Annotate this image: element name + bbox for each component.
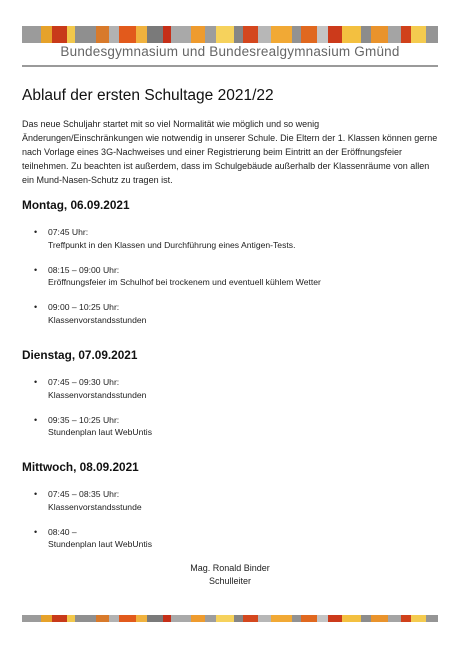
page-title: Ablauf der ersten Schultage 2021/22 [22, 87, 274, 104]
day-heading-tuesday: Dienstag, 07.09.2021 [22, 348, 138, 362]
stripe-segment [243, 26, 258, 43]
footer-stripe-band [22, 615, 438, 622]
stripe-segment [205, 615, 216, 622]
stripe-segment [371, 615, 388, 622]
stripe-segment [388, 26, 401, 43]
stripe-segment [147, 26, 163, 43]
stripe-segment [234, 26, 244, 43]
item-time: • 07:45 – 09:30 Uhr: [48, 377, 120, 387]
stripe-segment [328, 26, 342, 43]
day-heading-wednesday: Mittwoch, 08.09.2021 [22, 460, 139, 474]
stripe-segment [401, 26, 412, 43]
stripe-segment [426, 26, 438, 43]
stripe-segment [292, 26, 301, 43]
item-time: • 08:15 – 09:00 Uhr: [48, 264, 120, 275]
item-time: • 09:35 – 10:25 Uhr: [48, 414, 120, 425]
stripe-segment [317, 615, 329, 622]
stripe-segment [401, 615, 412, 622]
stripe-segment [75, 26, 96, 43]
item-text: Klassenvorstandsstunde [48, 501, 142, 512]
signature-name: Mag. Ronald Binder [190, 563, 270, 573]
item-time: • 08:40 – [48, 526, 77, 537]
stripe-segment [41, 26, 52, 43]
stripe-segment [371, 26, 388, 43]
list-item [34, 264, 434, 289]
stripe-segment [52, 26, 67, 43]
stripe-segment [388, 615, 401, 622]
stripe-segment [96, 26, 109, 43]
stripe-segment [301, 615, 317, 622]
stripe-segment [109, 26, 119, 43]
stripe-segment [234, 615, 244, 622]
stripe-segment [67, 26, 76, 43]
school-name: Bundesgymnasium und Bundesrealgymnasium Gmünd [60, 44, 400, 59]
item-text: Klassenvorstandsstunden [48, 314, 147, 325]
day-heading-monday: Montag, 06.09.2021 [22, 198, 130, 212]
stripe-segment [22, 615, 41, 622]
stripe-segment [96, 615, 109, 622]
list-item [34, 226, 434, 251]
signature-role: Schulleiter [208, 575, 252, 586]
list-item [34, 414, 434, 439]
item-text: Treffpunkt in den Klassen und Durchführung eines Antigen-Tests. [48, 239, 296, 250]
stripe-segment [22, 26, 41, 43]
item-text: Stundenplan laut WebUntis [48, 539, 152, 549]
stripe-segment [109, 615, 119, 622]
stripe-segment [119, 26, 136, 43]
stripe-segment [163, 615, 170, 622]
stripe-segment [271, 26, 292, 43]
stripe-segment [136, 26, 148, 43]
list-item [34, 488, 434, 513]
stripe-segment [171, 615, 191, 622]
stripe-segment [342, 26, 361, 43]
signature-block [0, 562, 460, 587]
list-item [34, 526, 434, 551]
stripe-segment [216, 615, 234, 622]
schedule-list-tuesday [34, 376, 434, 451]
stripe-segment [191, 615, 205, 622]
stripe-segment [328, 615, 342, 622]
schedule-list-monday [34, 226, 434, 339]
stripe-segment [243, 615, 258, 622]
stripe-segment [361, 26, 371, 43]
stripe-segment [216, 26, 234, 43]
stripe-segment [136, 615, 148, 622]
stripe-segment [292, 615, 301, 622]
intro-paragraph: Das neue Schuljahr startet mit so viel Normalität wie möglich und so wenig Änderungen/Einschränkungen wie notwendig in unserer Schule. Die Eltern der 1. Klassen können gerne nach Vorlage eines 3G-Nachweises und einer Registrierung beim Eintritt an der Eröffnungsfeier teilnehmen. Zu beachten ist außerdem, dass im Schulgebäude außerhalb der Klassenräume von allen ein Mund-Nasen-Schutz zu tragen ist. [22, 119, 438, 185]
item-time: • 07:45 – 08:35 Uhr: [48, 489, 120, 499]
header-stripe-band [22, 26, 438, 43]
stripe-segment [361, 615, 371, 622]
stripe-segment [205, 26, 216, 43]
stripe-segment [258, 615, 271, 622]
list-item [34, 376, 434, 401]
stripe-segment [411, 615, 426, 622]
item-text: Stundenplan laut WebUntis [48, 427, 152, 437]
stripe-segment [191, 26, 205, 43]
item-text: Eröffnungsfeier im Schulhof bei trockenem und eventuell kühlem Wetter [48, 277, 321, 287]
stripe-segment [317, 26, 329, 43]
item-text: Klassenvorstandsstunden [48, 389, 147, 400]
stripe-segment [411, 26, 426, 43]
stripe-segment [258, 26, 271, 43]
schedule-list-wednesday [34, 488, 434, 563]
stripe-segment [163, 26, 170, 43]
header-rule [22, 65, 438, 67]
stripe-segment [75, 615, 96, 622]
stripe-segment [342, 615, 361, 622]
item-time: • 07:45 Uhr: [48, 227, 89, 237]
stripe-segment [426, 615, 438, 622]
list-item [34, 301, 434, 326]
stripe-segment [52, 615, 67, 622]
stripe-segment [271, 615, 292, 622]
stripe-segment [67, 615, 76, 622]
stripe-segment [41, 615, 52, 622]
stripe-segment [171, 26, 191, 43]
item-time: • 09:00 – 10:25 Uhr: [48, 302, 120, 312]
stripe-segment [119, 615, 136, 622]
stripe-segment [147, 615, 163, 622]
stripe-segment [301, 26, 317, 43]
